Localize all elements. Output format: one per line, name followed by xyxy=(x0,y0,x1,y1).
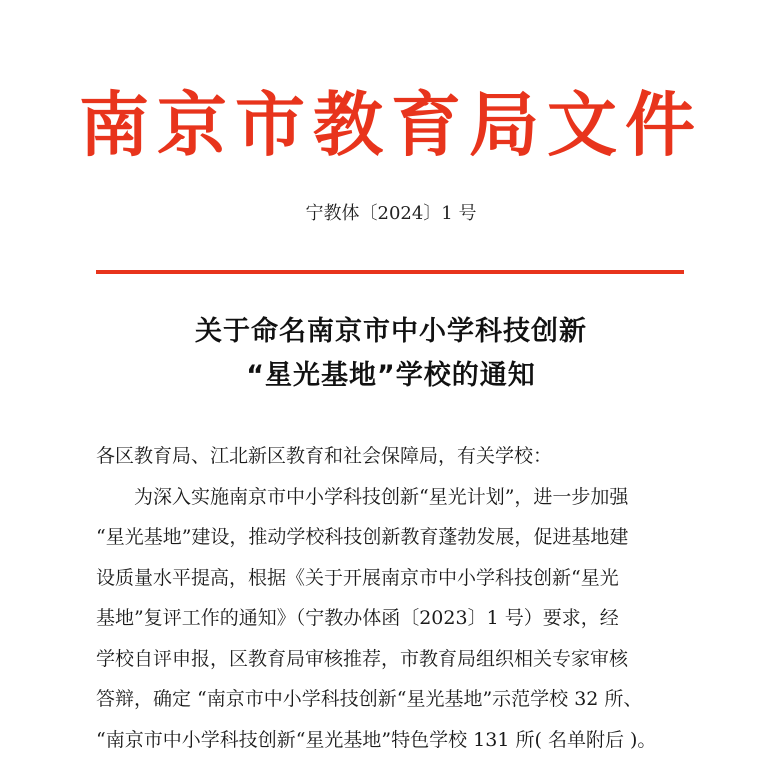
body-line-4: 基地”复评工作的通知》（宁教办体函〔2023〕1 号）要求，经 xyxy=(96,607,619,629)
document-number: 宁教体〔2024〕1 号 xyxy=(305,203,477,224)
body-line-1: 为深入实施南京市中小学科技创新“星光计划”，进一步加强 xyxy=(134,485,629,508)
salutation: 各区教育局、江北新区教育和社会保障局，有关学校： xyxy=(96,445,553,467)
notice-title-line-1: 关于命名南京市中小学科技创新 xyxy=(195,316,587,347)
body-line-7: “南京市中小学科技创新“星光基地”特色学校 131 所( 名单附后 )。 xyxy=(96,728,657,751)
notice-title-line-2: “星光基地”学校的通知 xyxy=(246,360,536,391)
body-line-3: 设质量水平提高，根据《关于开展南京市中小学科技创新“星光 xyxy=(96,566,619,589)
red-divider-rule xyxy=(96,270,684,274)
body-line-2: “星光基地”建设，推动学校科技创新教育蓬勃发展，促进基地建 xyxy=(96,526,629,548)
notice-title xyxy=(0,310,782,398)
body-line-6: 答辩，确定 “南京市中小学科技创新“星光基地”示范学校 32 所、 xyxy=(96,688,643,710)
notice-body xyxy=(96,436,690,760)
body-line-5: 学校自评申报，区教育局审核推荐，市教育局组织相关专家审核 xyxy=(96,647,629,670)
document-masthead: 南京市教育局文件 xyxy=(79,84,703,166)
